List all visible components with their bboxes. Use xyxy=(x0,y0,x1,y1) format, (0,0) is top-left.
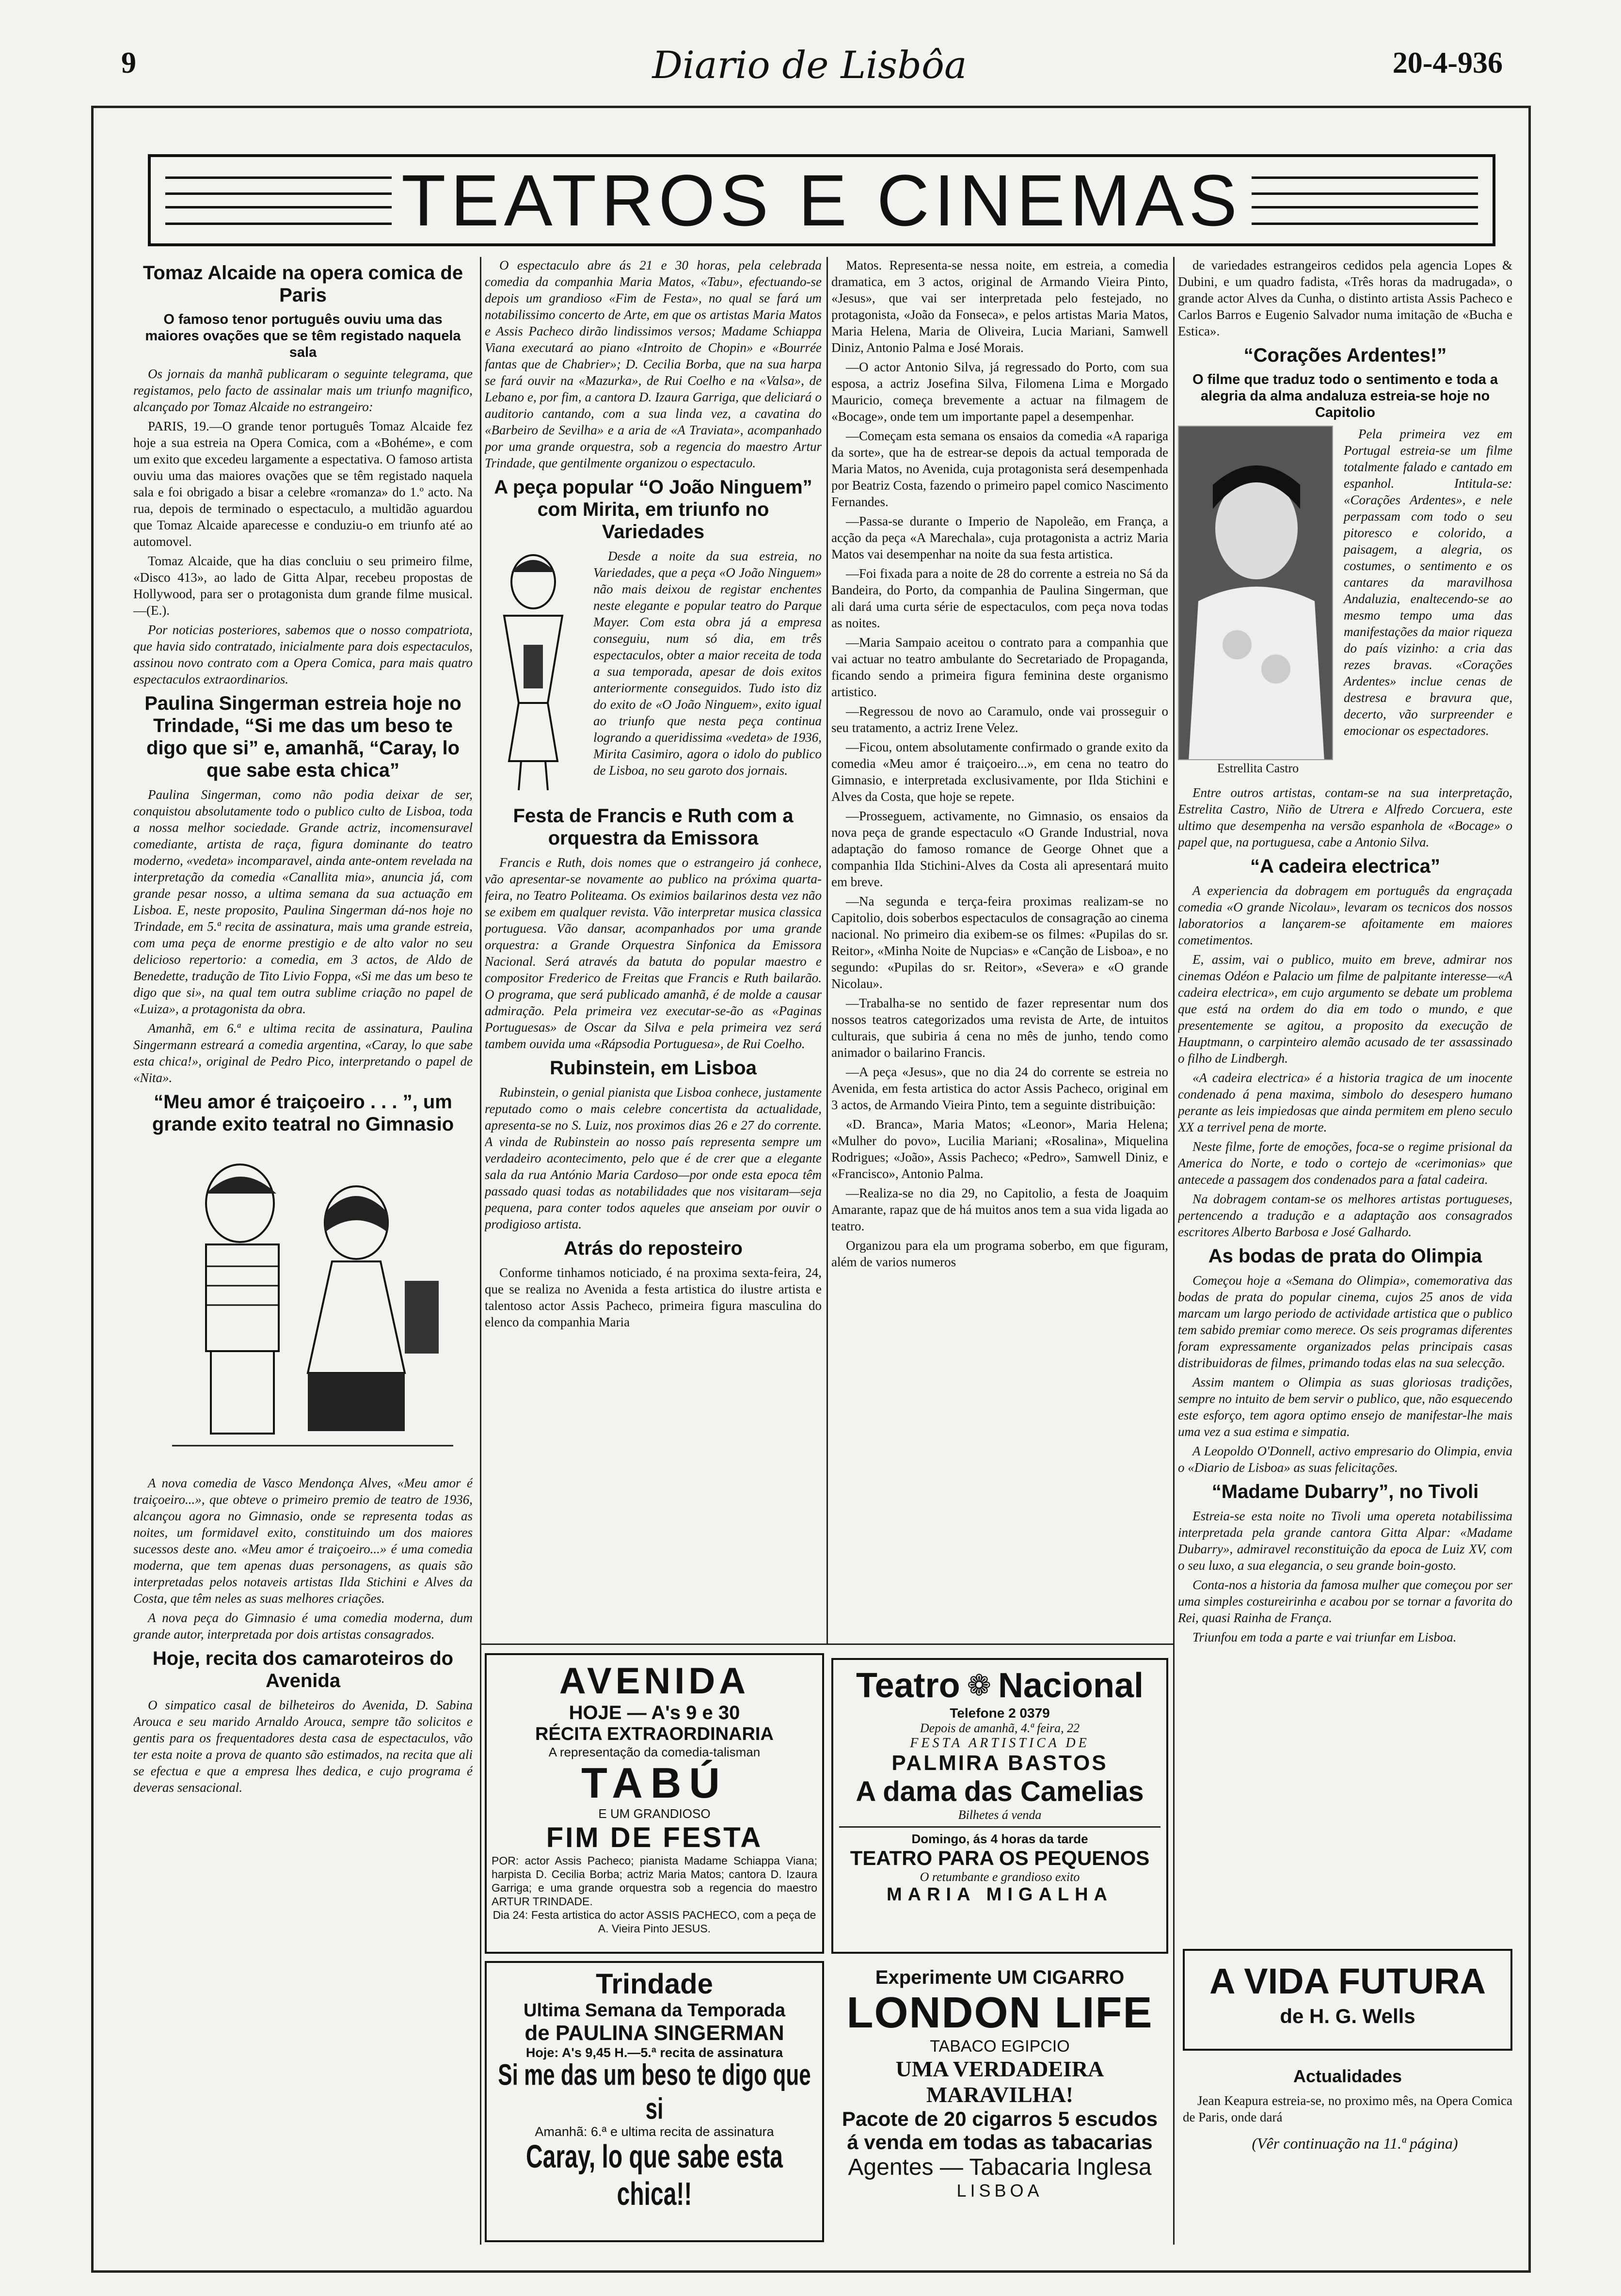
article-paragraph: —Maria Sampaio aceitou o contrato para a companhia que vai actuar no teatro ambulante do Secretariado de Propaganda, ficando sendo a primeira figura feminina deste organismo artistico. xyxy=(831,635,1168,699)
ad-line: A representação da comedia-talisman xyxy=(548,1745,761,1759)
article-paragraph: Jean Keapura estreia-se, no proximo mês, na Opera Comica de Paris, onde dará xyxy=(1183,2093,1512,2124)
ad-line: Dia 24: Festa artistica do actor ASSIS PACHECO, com a peça de A. Vieira Pinto JESUS. xyxy=(493,1909,816,1935)
ad-line: TEATRO PARA OS PEQUENOS xyxy=(850,1847,1150,1869)
ad-line: E UM GRANDIOSO xyxy=(598,1806,711,1821)
article-paragraph: «A cadeira electrica» é a historia tragica de um inocente condenado á pena maxima, simbolo do desespero humano perante as leis impiedosas que ainda permitem em pleno seculo XX a terrivel pena de morte. xyxy=(1178,1070,1512,1134)
article-paragraph: E, assim, vai o publico, muito em breve, admirar nos cinemas Odéon e Palacio um filme de palpitante interesse—«A cadeira electrica», em cujo argumento se debate um problema que está na ordem do dia em todo o mundo, e que presentemente se agitou, a proposito da execução de Hauptmann, o carpinteiro alemão acusado de ter assassinado o filho de Lindbergh. xyxy=(1178,952,1512,1066)
column-4 xyxy=(1178,257,1512,1915)
portrait-photo xyxy=(1178,426,1333,760)
photo-estrellita xyxy=(1178,426,1338,784)
article-paragraph: —Prosseguem, activamente, no Gimnasio, os ensaios da nova peça de grande espectaculo «O Grande Industrial, nova adaptação do famoso romance de George Ohnet que a companhia Ilda Stichini-Alves da Costa ali apresentará muito em breve. xyxy=(831,809,1168,889)
article-paragraph: Tomaz Alcaide, que ha dias concluiu o seu primeiro filme, «Disco 413», ao lado de Gitta Alpar, recebeu propostas de Hollywood, para ser o protagonista dum grande filme musical. —(E.). xyxy=(133,554,473,618)
article-paragraph: «D. Branca», Maria Matos; «Leonor», Maria Helena; «Mulher do povo», Lucilia Mariani; «Rosalina», Miquelina Rodrigues; «João», Assis Pacheco; «Pedro», Samwell Diniz, e «Francisco», Antonio Palma. xyxy=(831,1117,1168,1181)
ad-line: A dama das Camelias xyxy=(856,1776,1144,1807)
ad-line: Si me das um beso te digo que si xyxy=(498,2058,811,2126)
ad-line: RÉCITA EXTRAORDINARIA xyxy=(535,1724,774,1744)
article-paragraph: Conta-nos a historia da famosa mulher que começou por ser uma simples costureirinha e acabou por se tornar a favorita do Rei, quasi Rainha de França. xyxy=(1178,1578,1512,1625)
ad-line: FESTA ARTISTICA DE xyxy=(910,1736,1090,1751)
ad-trindade xyxy=(485,1961,824,2242)
ad-line: á venda em todas as tabacarias xyxy=(847,2131,1153,2153)
article-paragraph: —Trabalha-se no sentido de fazer representar num dos nossos teatros categorizados uma revista de Arte, de intuitos culturais, que subiria á cena no mês de junho, tendo como animador o bailarino Francis. xyxy=(831,996,1168,1060)
article-paragraph: A nova comedia de Vasco Mendonça Alves, «Meu amor é traiçoeiro...», que obteve o primeiro premio de teatro de 1936, alcançou agora no Gimnasio, onde se representa todas as noites, um formidavel exito, constituindo um dos maiores sucessos deste ano. «Meu amor é traiçoeiro...» é uma comedia moderna, que tem apenas duas personagens, as quais são interpretadas pelos notaveis artistas Ilda Stichini e Alves da Costa, que têm neles as suas melhores criações. xyxy=(133,1476,473,1606)
ad-title: Nacional xyxy=(998,1666,1144,1705)
article-paragraph: Francis e Ruth, dois nomes que o estrangeiro já conhece, vão apresentar-se novamente ao publico na próxima quarta-feira, no Teatro Politeama. Os eximios bailarinos desta vez não se exibem em qualquer revista. Vão interpretar musica classica portuguesa. Vão dansar, acompanhados por uma grande orquestra: a Grande Orquestra Sinfonica da Emissora Nacional. Será através da batuta do popular maestro e compositor Frederico de Freitas que Francis e Ruth bailarão. O programa, que será publicado amanhã, é de molde a causar admiração. Pela primeira vez executar-se-ão as «Paginas Portuguesas» de Oscar da Silva e pela primeira vez será tambem ouvida uma «Rápsodia Portuguesa», de Rui Coelho. xyxy=(485,855,822,1051)
page-number: 9 xyxy=(121,47,136,80)
ad-line: MARIA MIGALHA xyxy=(887,1884,1113,1905)
column-3 xyxy=(831,257,1168,1639)
ad-line: Depois de amanhã, 4.ª feira, 22 xyxy=(920,1721,1080,1735)
ad-line: LISBOA xyxy=(956,2181,1043,2200)
headline-dubarry: “Madame Dubarry”, no Tivoli xyxy=(1211,1481,1479,1502)
article-paragraph: Começou hoje a «Semana do Olimpia», comemorativa das bodas de prata do popular cinema, cujos 25 anos de vida marcam um largo periodo de actividade artistica que o publico tem sabido premiar como merece. Os seis programas diferentes foram expressamente organizados pelas principais casas distribuidoras de filmes, primando todas elas na sua selecção. xyxy=(1178,1273,1512,1370)
ad-line: FIM DE FESTA xyxy=(546,1822,763,1853)
subhead-coracoes: O filme que traduz todo o sentimento e toda a alegria da alma andaluza estreia-se hoje no Capitolio xyxy=(1192,372,1498,420)
article-paragraph: —A peça «Jesus», que no dia 24 do corrente se estreia no Avenida, em festa artistica do actor Assis Pacheco, original em 3 actos, de Armando Vieira Pinto, tem a seguinte distribuição: xyxy=(831,1065,1168,1112)
article-paragraph: Neste filme, forte de emoções, foca-se o regime prisional da America do Norte, e todo o cortejo de «cerimonias» que antecede a passagem dos condenados para a fatal cadeira. xyxy=(1178,1139,1512,1187)
ad-line: Bilhetes á venda xyxy=(958,1808,1042,1822)
article-paragraph: Por noticias posteriores, sabemos que o nosso compatriota, que havia sido contratado, inicialmente para dois espectaculos, assinou novo contrato com a Opera Comica, para mais quatro espectaculos extraordinarios. xyxy=(133,622,473,686)
article-paragraph: O espectaculo abre ás 21 e 30 horas, pela celebrada comedia da companhia Maria Matos, «Tabu», efectuando-se depois um grandioso «Fim de Festa», no qual se fará um notabilissimo concerto de Arte, em que os artistas Maria Matos e Assis Pacheco dirão lindissimos versos; Madame Schiappa Viana executará ao piano «Introito de Chopin» e «Bourrée fantas que de Chabrier»; D. Cecilia Borba, que na sua harpa se fará ouvir na «Mazurka», de Rui Coelho e na «Valsa», de Lebano e, por fim, a cantora D. Izaura Garriga, que deliciará o auditorio cantando, com a sua linda vez, a cavatina do «Barbeiro de Sevilha» e a aria de «A Traviata», acompanhado por uma grande orquestra, sob a regencia do maestro Artur Trindade, que gentilmente organizou o espectaculo. xyxy=(485,258,822,470)
ad-line: Agentes — Tabacaria Inglesa xyxy=(848,2154,1152,2180)
article-paragraph: —Passa-se durante o Imperio de Napoleão, em França, a acção da peça «A Marechala», cuja protagonista a actriz Maria Matos vai desempenhar na noite da sua festa artistica. xyxy=(831,514,1168,561)
section-title: TEATROS E CINEMAS xyxy=(392,159,1252,242)
ad-london-life xyxy=(831,1961,1168,2242)
ad-line: PALMIRA BASTOS xyxy=(891,1751,1108,1775)
headline-cadeira: “A cadeira electrica” xyxy=(1250,856,1441,877)
article-paragraph: Assim mantem o Olimpia as suas gloriosas tradições, sempre no intuito de bem servir o publico, que, não esquecendo este esforço, tem agora optimo ensejo de manifestar-lhe mais uma vez a sua estima e simpatia. xyxy=(1178,1375,1512,1439)
headline-meu-amor: “Meu amor é traiçoeiro . . . ”, um grande exito teatral no Gimnasio xyxy=(152,1091,454,1135)
ad-title: Teatro xyxy=(856,1666,960,1705)
ad-line: Experimente UM CIGARRO xyxy=(875,1967,1125,1988)
headline-coracoes: “Corações Ardentes!” xyxy=(1243,345,1447,366)
article-paragraph: Conforme tinhamos noticiado, é na proxima sexta-feira, 24, que se realiza no Avenida a festa artistica do ilustre artista e talentoso actor Assis Pacheco, primeira figura masculina do elenco da companhia Maria xyxy=(485,1265,822,1329)
ad-line: Pacote de 20 cigarros 5 escudos xyxy=(842,2107,1158,2130)
article-paragraph: —Regressou de novo ao Caramulo, onde vai prosseguir o seu tratamento, a actriz Irene Velez. xyxy=(831,704,1168,735)
ad-line: de H. G. Wells xyxy=(1280,2005,1415,2027)
article-paragraph: A experiencia da dobragem em português da engraçada comedia «O grande Nicolau», levaram os tecnicos dos nossos laboratorios a lançarem-se afoitamente em maiores cometimentos. xyxy=(1178,883,1512,947)
photo-caption: Estrellita Castro xyxy=(1217,761,1299,775)
article-paragraph: —Realiza-se no dia 29, no Capitolio, a festa de Joaquim Amarante, rapaz que de há muitos anos tem a sua vida ligada ao teatro. xyxy=(831,1186,1168,1233)
column-rule xyxy=(480,1643,481,2245)
ad-line: Hoje: A's 9,45 H.—5.ª recita de assinatura xyxy=(525,2045,783,2060)
headline-actualidades: Actualidades xyxy=(1293,2066,1402,2086)
ad-line: de PAULINA SINGERMAN xyxy=(524,2021,784,2045)
ad-line: Telefone 2 0379 xyxy=(950,1706,1050,1721)
subhead-alcaide: O famoso tenor português ouviu uma das maiores ovações que se têm registado naquela sala xyxy=(145,312,461,360)
continuation-note: (Vêr continuação na 11.ª página) xyxy=(1252,2135,1458,2152)
ad-teatro-nacional xyxy=(831,1658,1168,1954)
headline-alcaide: Tomaz Alcaide na opera comica de Paris xyxy=(143,262,463,306)
article-paragraph: Amanhã, em 6.ª e ultima recita de assinatura, Paulina Singermann estreará a comedia argentina, «Caray, lo que sabe esta chica!», original de Pedro Pico, interpretando o papel de «Nita». xyxy=(133,1021,473,1085)
ad-title: AVENIDA xyxy=(559,1660,750,1702)
ad-line: POR: actor Assis Pacheco; pianista Madame Schiappa Viana; harpista D. Cecilia Borba; actriz Maria Matos; cantora D. Izaura Garriga; e uma grande orquestra sob a regencia do maestro ARTUR TRINDADE. xyxy=(492,1854,817,1908)
article-paragraph: Desde a noite da sua estreia, no Variedades, que a peça «O João Ninguem» não mais deixou de registar enchentes neste elegante e popular teatro do Parque Mayer. Com esta obra já a empresa conseguiu, num só dia, em três espectaculos, obter a maior receita de toda a sua temporada, apesar de dois exitos anteriormente conseguidos. Tudo isto diz do exito de «O João Ninguem», exito igual ao triunfo que nesta peça continua logrando a queridissima «vedeta» de 1936, Mirita Casimiro, agora o idolo do publico de Lisboa, no seu garoto dos jornais. xyxy=(593,549,822,778)
ads-top-rule xyxy=(480,1643,1173,1645)
article-paragraph: Na dobragem contam-se os melhores artistas portugueses, pertencendo a tradução e a adaptação aos consagrados escritores Alberto Barbosa e José Galhardo. xyxy=(1178,1192,1512,1239)
article-paragraph: Os jornais da manhã publicaram o seguinte telegrama, que registamos, pelo facto de assinalar mais um triunfo magnifico, alcançado por Tomaz Alcaide no estrangeiro: xyxy=(133,367,473,414)
article-paragraph: Paulina Singerman, como não podia deixar de ser, conquistou absolutamente todo o publico culto de Lisboa, toda a nossa melhor sociedade. Grande actriz, incomensuravel comediante, artista de raça, figura dominante do teatro moderno, «vedeta» incomparavel, ainda ante-ontem revelada na interpretação da comedia «Canallita mia», anuncia já, com grande pesar nosso, a ultima semana da sua actuação em Lisboa. E, neste proposito, Paulina Singerman dá-nos hoje no Trindade, em 5.ª recita de assinatura, mais uma grande estreia, com uma peça de enorme prestigio e de alto valor no seu delicioso repertorio: a comedia, em 3 actos, de Aldo de Benedette, tradução de Tito Livio Foppa, «Si me das um beso te digo que si», na qual tem outra sublime criação no papel de «Luiza», a protagonista da obra. xyxy=(133,787,473,1016)
article-paragraph: Triunfou em toda a parte e vai triunfar em Lisboa. xyxy=(1192,1630,1457,1644)
crest-icon: ❁ xyxy=(967,1669,991,1702)
article-paragraph: O simpatico casal de bilheteiros do Avenida, D. Sabina Arouca e seu marido Arnaldo Arouca, sempre tão solicitos e gentis para os frequentadores desta casa de espectaculos, vão ter esta noite a prova de quanto são estimados, na recita que ali se efectua e que a empresa lhes dedica, e cujo programa é deveras sensacional. xyxy=(133,1698,473,1795)
illustration-mirita xyxy=(485,548,587,800)
ad-line: Amanhã: 6.ª e ultima recita de assinatura xyxy=(535,2124,774,2139)
article-paragraph: Entre outros artistas, contam-se na sua interpretação, Estrelita Castro, Niño de Utrera e Alfredo Corcuera, este ultimo que desempenha na versão espanhola de «Bocage» o papel que, na portuguesa, cabe a Antonio Silva. xyxy=(1178,785,1512,849)
masthead: Diario de Lisbôa xyxy=(652,44,967,87)
article-paragraph: Organizou para ela um programa soberbo, em que figuram, além de varios numeros xyxy=(831,1238,1168,1269)
ad-line: HOJE — A's 9 e 30 xyxy=(569,1702,740,1723)
column-rule xyxy=(480,257,481,1643)
illustration-comedy xyxy=(133,1140,473,1470)
ad-avenida xyxy=(485,1653,824,1954)
ad-line: Ultima Semana da Temporada xyxy=(524,2000,785,2021)
article-paragraph: de variedades estrangeiros cedidos pela agencia Lopes & Dubini, e um quadro fadista, «Três horas da madrugada», o grande actor Alves da Cunha, o distinto artista Assis Pacheco e Carlos Barros e Eugenio Salvador numa imitação de «Bucha e Estica». xyxy=(1178,258,1512,338)
article-paragraph: A nova peça do Gimnasio é uma comedia moderna, dum grande autor, interpretada por dois artistas consagrados. xyxy=(133,1610,473,1642)
ad-line: UMA VERDADEIRA MARAVILHA! xyxy=(895,2057,1104,2107)
article-paragraph: PARIS, 19.—O grande tenor português Tomaz Alcaide fez hoje a sua estreia na Opera Comica, com a «Bohéme», e com um exito que excedeu largamente a espectativa. O famoso artista ouviu uma das maiores ovações que se têm registado naquela sala e foi obrigado a bisar a celebre «romanza» do 1.º acto. Na rua, depois de terminado o espectaculo, a multidão aguardou que Tomaz Alcaide aparecesse e conduziu-o em triunfo até ao automovel. xyxy=(133,419,473,549)
article-paragraph: —Começam esta semana os ensaios da comedia «A rapariga da sorte», que ha de estrear-se depois da actual temporada de Maria Matos, no Avenida, cuja protagonista será desempenhada por Beatriz Costa, fazendo o primeiro papel comico Nascimento Fernandes. xyxy=(831,429,1168,509)
issue-date: 20-4-936 xyxy=(1392,47,1503,80)
article-paragraph: A Leopoldo O'Donnell, activo empresario do Olimpia, envia o «Diario de Lisboa» as suas felicitações. xyxy=(1178,1444,1512,1475)
ad-line: TABACO EGIPCIO xyxy=(930,2037,1070,2056)
article-paragraph: —Na segunda e terça-feira proximas realizam-se no Capitolio, dois soberbos espectaculos de consagração ao cinema nacional. No primeiro dia exibem-se os filmes: «Pupilas do sr. Reitor», «Minha Noite de Nupcias» e «Canção de Lisboa», e no segundo: «Pupilas do sr. Reitor», «Severa» e «O grande Nicolau». xyxy=(831,894,1168,991)
headline-olimpia: As bodas de prata do Olimpia xyxy=(1208,1245,1482,1267)
section-banner xyxy=(148,154,1495,246)
article-paragraph: —O actor Antonio Silva, já regressado do Porto, com sua esposa, a actriz Josefina Silva, Filomena Lima e Morgado Mauricio, começa brevemente a actuar na filmagem de «Bocage», onde tem um importante papel a desempenhar. xyxy=(831,360,1168,424)
article-paragraph: —Ficou, ontem absolutamente confirmado o grande exito da comedia «Meu amor é traiçoeiro...», em cena no teatro do Gimnasio, e interpretada exclusivamente, por Ilda Stichini e Alves da Costa, que hoje se repete. xyxy=(831,740,1168,804)
headline-joao-ninguem: A peça popular “O João Ninguem” com Mirita, em triunfo no Variedades xyxy=(494,477,812,542)
ad-line: Domingo, ás 4 horas da tarde xyxy=(911,1832,1088,1846)
ad-line: TABÚ xyxy=(581,1759,728,1807)
headline-camaroteiros: Hoje, recita dos camaroteiros do Avenida xyxy=(152,1648,454,1691)
ad-title: Trindade xyxy=(596,1968,713,2000)
ad-vida-futura xyxy=(1183,1949,1512,2051)
headline-singerman: Paulina Singerman estreia hoje no Trindade, “Si me das um beso te digo que si” e, amanhã, “Caray, lo que sabe esta chica” xyxy=(144,693,461,781)
headline-rubinstein: Rubinstein, em Lisboa xyxy=(550,1057,757,1079)
headline-reposteiro: Atrás do reposteiro xyxy=(564,1238,743,1259)
article-paragraph: Rubinstein, o genial pianista que Lisboa conhece, justamente reputado como o mais celebre concertista da actualidade, apresenta-se no S. Luiz, nos proximos dias 26 e 27 do corrente. A vinda de Rubinstein ao nosso país representa sempre um verdadeiro acontecimento, pelo que é de crer que a elegante sala da rua António Maria Cardoso—por onde esta epoca têm passado quasi todas as notabilidades que nos visitaram—seja pequena, para conter todos aqueles que anseiam por ouvir o prodigioso artista. xyxy=(485,1085,822,1231)
ad-line: LONDON LIFE xyxy=(846,1989,1153,2037)
article-paragraph: Matos. Representa-se nessa noite, em estreia, a comedia dramatica, em 3 actos, original de Armando Vieira Pinto, «Jesus», que vai ser interpretada pelo festejado, no protagonista, «João da Fonseca», e pelos artistas Maria Matos, Maria Helena, Maria de Oliveira, Lucia Mariani, Samwell Diniz, Antonio Palma e José Morais. xyxy=(831,258,1168,355)
ad-title: A VIDA FUTURA xyxy=(1209,1961,1486,2001)
column-rule xyxy=(1173,257,1175,2245)
article-paragraph: Pela primeira vez em Portugal estreia-se um filme totalmente falado e cantado em espanhol. Intitula-se: «Corações Ardentes», e nele perpassam com todo o seu pitoresco e colorido, a paisagem, a alegria, os costumes, o sentimento e os cantares da maravilhosa Andaluzia, enaltecendo-se ao mesmo tempo uma das manifestações da maior riqueza do país vizinho: a cria das rezes bravas. «Corações Ardentes» inclue cenas de destresa e bravura que, decerto, vão surpreender e emocionar os espectadores. xyxy=(1344,427,1512,738)
column-2 xyxy=(485,257,822,1639)
ad-line: O retumbante e grandioso exito xyxy=(920,1870,1080,1884)
ad-line: Caray, lo que sabe esta chica!! xyxy=(525,2139,783,2213)
column-rule xyxy=(826,257,828,1643)
article-paragraph: Estreia-se esta noite no Tivoli uma opereta notabilissima interpretada pela grande cantora Gitta Alpar: «Madame Dubarry», admiravel reconstituição da epoca de Luiz XV, com o seu luxo, a sua elegancia, o seu grande boin-gosto. xyxy=(1178,1509,1512,1573)
article-paragraph: —Foi fixada para a noite de 28 do corrente a estreia no Sá da Bandeira, do Porto, da companhia de Paulina Singerman, que ali dará uma curta série de espectaculos, com peça nova todas as noites. xyxy=(831,566,1168,630)
headline-francis-ruth: Festa de Francis e Ruth com a orquestra da Emissora xyxy=(513,805,794,849)
column-1 xyxy=(133,257,473,2245)
actualidades xyxy=(1183,2060,1512,2245)
